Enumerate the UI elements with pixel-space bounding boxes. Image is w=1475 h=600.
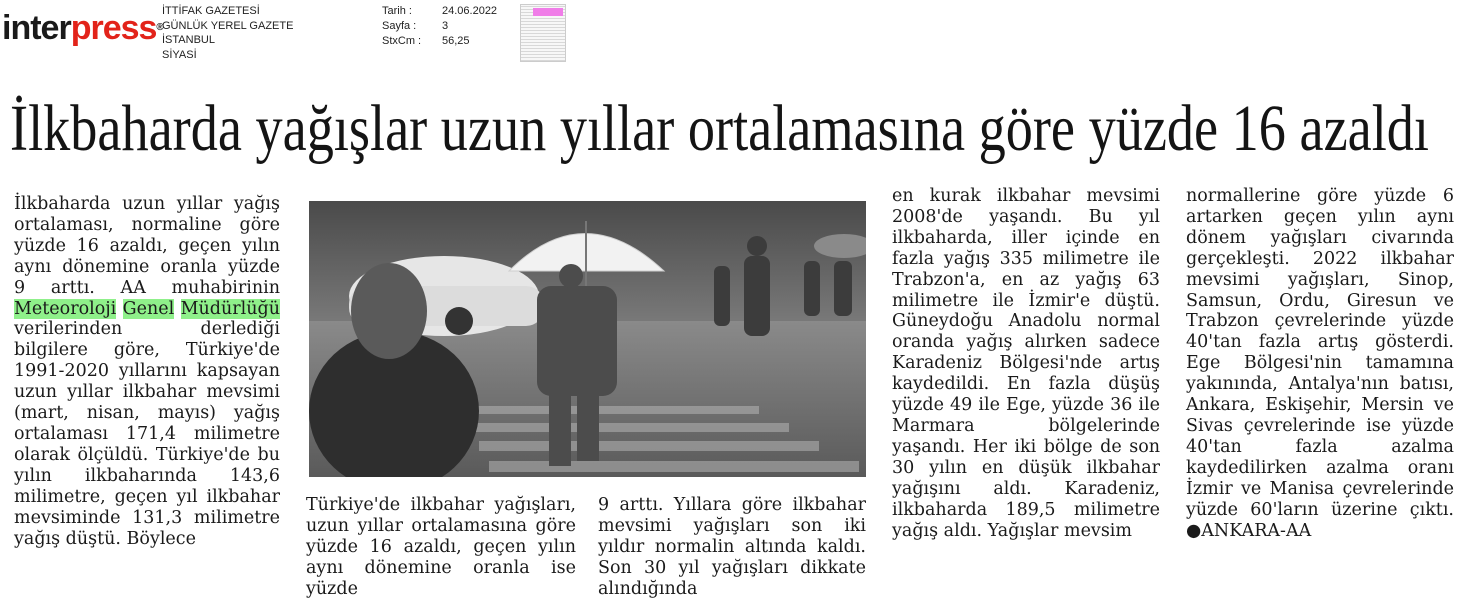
dateline: ●ANKARA-AA xyxy=(1186,520,1312,541)
clipping-info xyxy=(382,4,497,49)
publication-city: İSTANBUL xyxy=(162,34,215,46)
page-thumbnail[interactable] xyxy=(520,4,566,62)
photo-caption-column-2: Türkiye'de ilkbahar yağışları, uzun yıllar ortalamasına göre yüzde 16 azaldı, geçen yılın aynı dönemine oranla ise yüzde xyxy=(306,495,576,599)
info-row-stxcm: StxCm : 56,25 xyxy=(382,35,470,47)
publication-name: İTTİFAK GAZETESİ xyxy=(162,5,260,17)
publication-meta xyxy=(162,4,293,62)
highlight-mudurlugu: Müdürlüğü xyxy=(180,298,280,319)
highlight-meteoroloji: Meteoroloji xyxy=(14,298,117,319)
publication-type: GÜNLÜK YEREL GAZETE xyxy=(162,19,294,32)
article-column-5: normallerine göre yüzde 6 artarken geçen yılın aynı dönem yağışları civarında gerçekleşti. 2022 ilkbahar mevsimi yağışları, Sinop, Samsun, Ordu, Giresun ve Trabzon çevrelerinde yüzde 40'tan fazla artış gösterdi. Ege Bölgesi'nin tamamına yakınında, Antalya'nın batısı, Ankara, Eskişehir, Mersin ve Sivas çevrelerinde ise yüzde 40'tan fazla azalma kaydedilirken azalma oranı İzmir ve Manisa çevrelerinde yüzde 60'ların üzerine çıktı. ●ANKARA-AA xyxy=(1186,186,1454,541)
publication-category: SİYASİ xyxy=(162,48,197,61)
highlight-genel: Genel xyxy=(122,298,175,319)
article-column-3: 9 arttı. Yıllara göre ilkbahar mevsimi yağışları son iki yıldır normalin altında kaldı. Son 30 yıl yağışları dikkate alındığında xyxy=(598,495,866,599)
article-column-1: İlkbaharda uzun yıllar yağış ortalaması, normaline göre yüzde 16 azaldı, geçen yılın aynı dönemine oranla yüzde 9 arttı. AA muhabirinin Meteoroloji Genel Müdürlüğü verilerinden derlediği bilgilere göre, Türkiye'de 1991-2020 yıllarını kapsayan uzun yıllar ilkbahar mevsimi (mart, nisan, mayıs) yağış ortalaması 171,4 milimetre olarak ölçüldü. Türkiye'de bu yılın ilkbaharında 143,6 milimetre, geçen yıl ilkbahar mevsiminde 131,3 milimetre yağış düştü. Böylece xyxy=(14,194,280,549)
interpress-logo: interpress® xyxy=(2,9,163,47)
rainy-street-photo xyxy=(309,201,866,477)
article-headline: İlkbaharda yağışlar uzun yıllar ortalamasına göre yüzde 16 azaldı xyxy=(10,92,1430,165)
clipping-header xyxy=(0,0,1475,70)
info-row-date: Tarih : 24.06.2022 xyxy=(382,5,498,17)
info-row-page: Sayfa : 3 xyxy=(382,20,449,32)
article-column-4: en kurak ilkbahar mevsimi 2008'de yaşandı. Bu yıl ilkbaharda, iller içinde en fazla yağış 335 milimetre ile Trabzon'a, en az yağış 63 milimetre ile İzmir'e düştü. Güneydoğu Anadolu normal oranda yağış alırken sadece Karadeniz Bölgesi'nde artış kaydedildi. En fazla düşüş yüzde 49 ile Ege, yüzde 36 ile Marmara bölgelerinde yaşandı. Her iki bölge de son 30 yılın en düşük ilkbahar yağışını aldı. Karadeniz, ilkbaharda 189,5 milimetre yağış aldı. Yağışlar mevsim xyxy=(892,186,1160,541)
